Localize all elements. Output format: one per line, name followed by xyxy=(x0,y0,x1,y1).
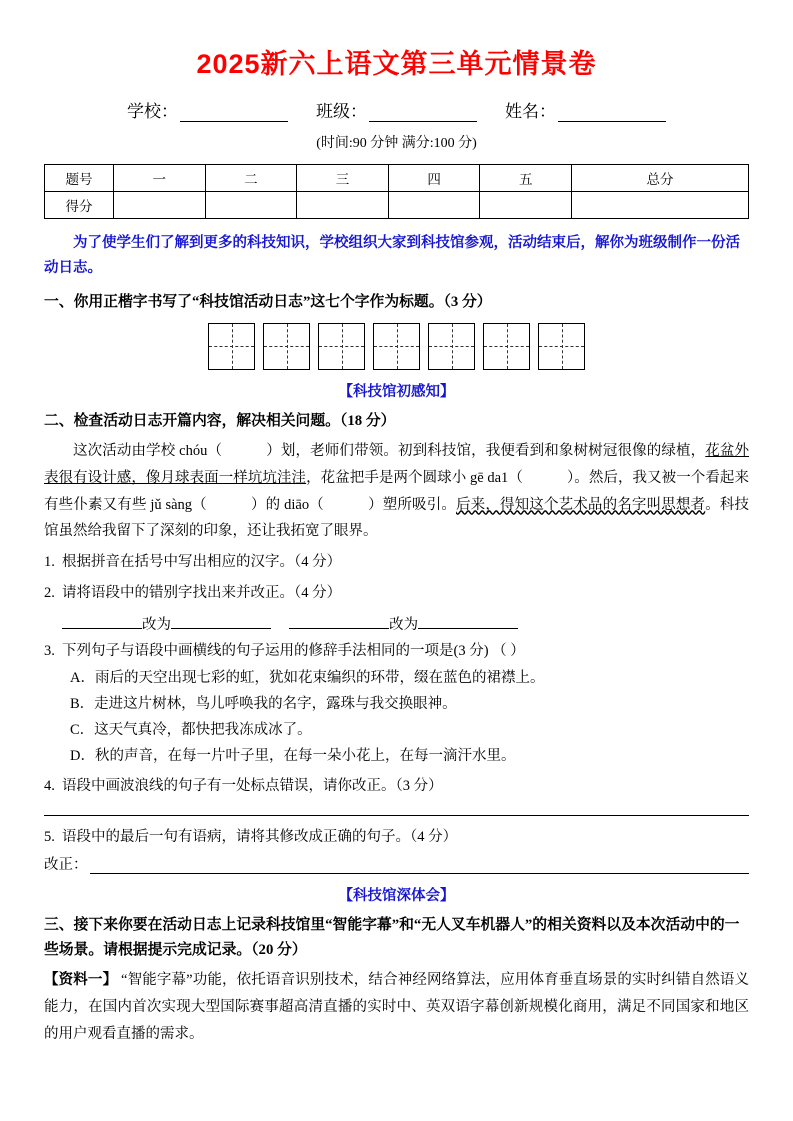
option-d[interactable]: D．秋的声音，在每一片叶子里，在每一朵小花上，在每一滴汗水里。 xyxy=(70,748,516,764)
item-text: 请将语段中的错别字找出来并改正。（4 分） xyxy=(62,585,342,602)
tianzige-cell[interactable] xyxy=(208,323,255,370)
correction-blanks-row xyxy=(62,613,749,634)
item-text: 根据拼音在括号中写出相应的汉字。（4 分） xyxy=(62,554,342,571)
answer-line[interactable] xyxy=(44,814,749,816)
item-number: 5. xyxy=(44,828,55,845)
passage-part: 。科技馆虽然给我留下了深刻的印象，还让我拓宽了眼界。 xyxy=(44,496,750,540)
passage-part: ）塑所吸引。 xyxy=(367,496,457,513)
correction-prefix-label: 改正： xyxy=(44,856,88,873)
option-c[interactable]: C．这天气真冷，都快把我冻成冰了。 xyxy=(70,721,312,738)
school-blank[interactable] xyxy=(180,104,288,122)
section-banner-2: 【科技馆深体会】 xyxy=(338,887,455,904)
item-number: 4. xyxy=(44,778,55,795)
class-blank[interactable] xyxy=(369,104,477,122)
option-b[interactable]: B．走进这片树林，鸟儿呼唤我的名字，露珠与我交换眼神。 xyxy=(70,695,457,712)
tianzige-cell[interactable] xyxy=(318,323,365,370)
score-col-2: 三 xyxy=(297,165,389,192)
passage-part: ）划，老师们带领。初到科技馆，我便看到和象树树冠很像的绿植， xyxy=(266,443,706,460)
correction-answer-row xyxy=(44,853,749,874)
score-col-5: 总分 xyxy=(572,165,749,192)
question-2-passage xyxy=(44,438,749,545)
item-text: 语段中画波浪线的句子有一处标点错误，请你改正。（3 分） xyxy=(62,778,443,795)
name-field[interactable] xyxy=(505,97,666,122)
item-number: 1. xyxy=(44,554,55,571)
score-cell[interactable] xyxy=(388,192,480,219)
score-col-0: 一 xyxy=(114,165,206,192)
question-2-item-1 xyxy=(44,549,749,576)
identity-line xyxy=(44,97,749,122)
score-cell[interactable] xyxy=(205,192,297,219)
name-label: 姓名： xyxy=(505,102,556,121)
tianzige-cell[interactable] xyxy=(483,323,530,370)
score-cell[interactable] xyxy=(114,192,206,219)
passage-part: 这次活动由学校 chóu（ xyxy=(73,443,223,460)
correction-label: 改为 xyxy=(389,616,419,633)
class-label: 班级： xyxy=(316,102,367,121)
score-cell[interactable] xyxy=(480,192,572,219)
section-banner-1: 【科技馆初感知】 xyxy=(338,383,455,400)
score-cell[interactable] xyxy=(297,192,389,219)
score-cell[interactable] xyxy=(572,192,749,219)
page-title: 2025新六上语文第三单元情景卷 xyxy=(196,49,597,79)
exam-subinfo: (时间:90 分钟 满分:100 分) xyxy=(316,136,477,151)
score-col-4: 五 xyxy=(480,165,572,192)
item-text: 语段中的最后一句有语病，请将其修改成正确的句子。（4 分） xyxy=(62,828,458,845)
answer-blank[interactable] xyxy=(418,613,518,629)
score-row-header-0: 题号 xyxy=(45,165,114,192)
tianzige-cell[interactable] xyxy=(428,323,475,370)
score-row-header-1: 得分 xyxy=(45,192,114,219)
option-a[interactable]: A．雨后的天空出现七彩的虹，犹如花束编织的环带，缀在蓝色的裙襟上。 xyxy=(70,669,545,686)
question-1-heading: 一、你用正楷字书写了“科技馆活动日志”这七个字作为标题。（3 分） xyxy=(44,293,492,310)
answer-blank[interactable] xyxy=(62,613,142,629)
tianzige-cell[interactable] xyxy=(373,323,420,370)
passage-part: ）的 diāo（ xyxy=(250,496,324,513)
passage-part: ）。然后，我又被一个看起来有些仆素又有些 jǔ sàng（ xyxy=(44,469,749,513)
school-label: 学校： xyxy=(127,102,178,121)
item-number: 2. xyxy=(44,585,55,602)
item-text: 下列句子与语段中画横线的句子运用的修辞手法相同的一项是(3 分) （ ） xyxy=(62,642,525,659)
question-2-item-2 xyxy=(44,580,749,607)
answer-line[interactable] xyxy=(90,858,750,874)
passage-underlined: 花盆外表很有设计感，像月球表面一样坑坑洼洼 xyxy=(44,443,750,486)
school-field[interactable] xyxy=(127,97,288,122)
table-row xyxy=(45,192,749,219)
question-3-heading: 三、接下来你要在活动日志上记录科技馆里“智能字幕”和“无人叉车机器人”的相关资料以及本次活动中的一些场景。请根据提示完成记录。（20 分） xyxy=(44,916,740,958)
material-label: 【资料一】 xyxy=(44,972,118,988)
table-row xyxy=(45,165,749,192)
question-2-item-3 xyxy=(44,638,749,665)
answer-blank[interactable] xyxy=(289,613,389,629)
material-text: “智能字幕”功能，依托语音识别技术，结合神经网络算法，应用体育垂直场景的实时纠错自然语义能力，在国内首次实现大型国际赛事超高清直播的实时中、英双语字幕创新规模化商用，满足不同国家和地区的用户观看直播的需求。 xyxy=(44,972,749,1042)
correction-label: 改为 xyxy=(142,616,171,633)
passage-wavy: 后来，得知这个艺术品的名字叫思想者 xyxy=(456,496,706,513)
passage-part: ，花盆把手是两个圆球小 gē da1（ xyxy=(306,469,523,486)
score-table xyxy=(44,164,749,219)
class-field[interactable] xyxy=(316,97,477,122)
question-2-item-4 xyxy=(44,773,749,800)
name-blank[interactable] xyxy=(558,104,666,122)
question-2-item-5 xyxy=(44,824,749,851)
tianzige-cell[interactable] xyxy=(538,323,585,370)
tianzige-cell[interactable] xyxy=(263,323,310,370)
tianzige-row xyxy=(44,323,749,370)
score-col-3: 四 xyxy=(388,165,480,192)
material-one xyxy=(44,967,749,1047)
score-col-1: 二 xyxy=(205,165,297,192)
intro-paragraph: 为了使学生们了解到更多的科技知识，学校组织大家到科技馆参观，活动结束后，解你为班级制作一份活动日志。 xyxy=(44,235,740,277)
item-number: 3. xyxy=(44,642,55,659)
question-2-heading: 二、检查活动日志开篇内容，解决相关问题。（18 分） xyxy=(44,412,396,429)
answer-blank[interactable] xyxy=(171,613,271,629)
